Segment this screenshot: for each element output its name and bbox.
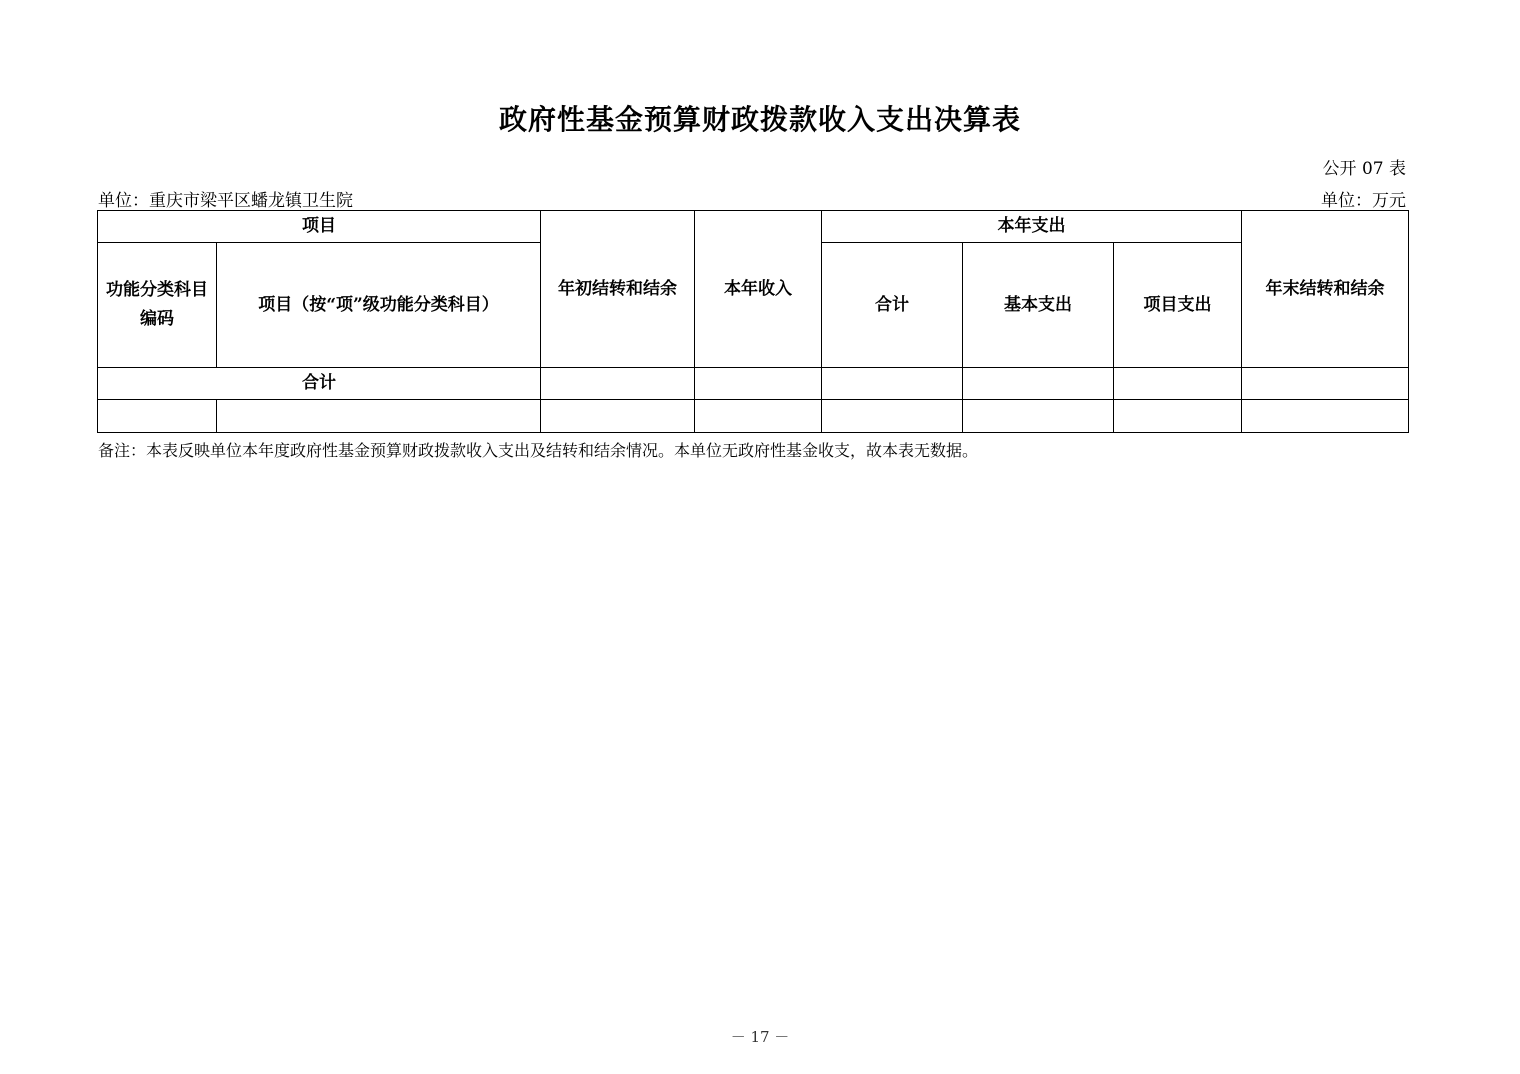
header-expense-group: 本年支出 <box>822 211 1242 243</box>
total-expense-project <box>1114 368 1242 400</box>
total-beginning-balance <box>541 368 695 400</box>
row-income <box>695 400 822 433</box>
header-item-name: 项目（按“项”级功能分类科目） <box>217 243 541 368</box>
header-expense-total: 合计 <box>822 243 963 368</box>
header-item-group: 项目 <box>98 211 541 243</box>
page-title: 政府性基金预算财政拨款收入支出决算表 <box>498 103 1021 136</box>
total-ending-balance <box>1242 368 1409 400</box>
total-expense-basic <box>963 368 1114 400</box>
form-number: 公开 07 表 <box>1322 159 1406 179</box>
row-ending-balance <box>1242 400 1409 433</box>
row-expense-basic <box>963 400 1114 433</box>
header-income: 本年收入 <box>695 211 822 368</box>
header-row-1 <box>98 211 1409 243</box>
header-expense-basic: 基本支出 <box>963 243 1114 368</box>
row-func-code <box>98 400 217 433</box>
organization-unit: 单位：重庆市梁平区蟠龙镇卫生院 <box>98 191 353 211</box>
row-item-name <box>217 400 541 433</box>
page-number: － 17 － <box>730 1028 790 1046</box>
footnote: 备注：本表反映单位本年度政府性基金预算财政拨款收入支出及结转和结余情况。本单位无政府性基金收支，故本表无数据。 <box>98 441 979 460</box>
total-label: 合计 <box>98 368 541 400</box>
header-func-code: 功能分类科目编码 <box>98 243 217 368</box>
header-beginning-balance: 年初结转和结余 <box>541 211 695 368</box>
currency-unit: 单位：万元 <box>1321 191 1406 211</box>
header-expense-project: 项目支出 <box>1114 243 1242 368</box>
total-expense-total <box>822 368 963 400</box>
total-income <box>695 368 822 400</box>
row-expense-project <box>1114 400 1242 433</box>
report-table <box>97 210 1409 433</box>
table-row <box>98 400 1409 433</box>
row-beginning-balance <box>541 400 695 433</box>
total-row <box>98 368 1409 400</box>
row-expense-total <box>822 400 963 433</box>
header-ending-balance: 年末结转和结余 <box>1242 211 1409 368</box>
